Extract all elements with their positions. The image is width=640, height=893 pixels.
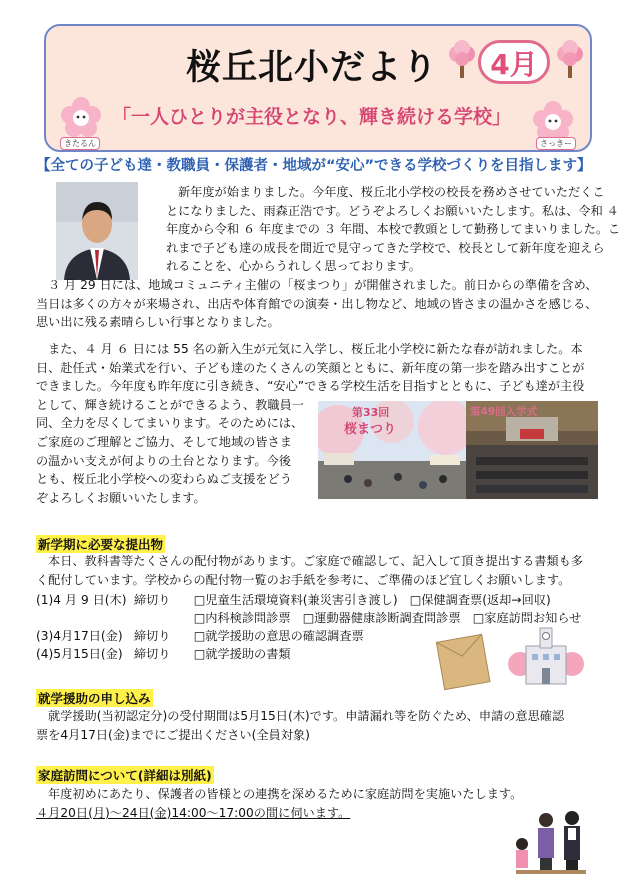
family-visit-icon	[506, 794, 592, 876]
festival-caption-title: 桜まつり	[344, 422, 397, 437]
submission-deadlines	[36, 591, 581, 663]
cherry-tree-icon	[556, 40, 584, 80]
deadline-row: (3)4月17日(金) 締切り □就学援助の意思の確認調査票	[36, 629, 364, 643]
deadline-row: □内科検診問診票 □運動器健康診断調査問診票 □家庭訪問お知らせ	[193, 611, 582, 625]
school-motto: 「一人ひとりが主役となり、輝き続ける学校」	[112, 106, 512, 128]
envelope-icon	[432, 630, 494, 692]
newsletter-title: 桜丘北小だより	[186, 48, 439, 88]
intro-paragraph: 新年度が始まりました。今年度、桜丘北小学校の校長を務めさせていただくこ とになりました、雨森正浩です。どうぞよろしくお願いいたします。私は、令和 ４ 年度から令和 ６ 年度までの ３ 年間、本校で教頭として勤務してまいりました。こ れまで子ども達の成長を間近で見守ってきた学校で、校長として新年度を迎えら れることを、心からうれしく思っております。	[166, 185, 621, 274]
mascot-flower-icon	[60, 96, 102, 140]
cherry-tree-icon	[448, 40, 476, 80]
ceremony-caption: 第49回入学式	[470, 406, 538, 418]
school-building-icon	[508, 620, 584, 692]
month-badge: 4月	[478, 40, 550, 84]
festival-photo	[318, 401, 466, 499]
principal-portrait	[56, 182, 138, 280]
submissions-heading: 新学期に必要な提出物	[38, 537, 164, 552]
school-goal: 【全ての子ども達・教職員・保護者・地域が“安心”できる学校づくりを目指します】	[36, 158, 592, 174]
aid-paragraph: 就学援助(当初認定分)の受付期間は5月15日(木)です。申請漏れ等を防ぐため、申請の意思確認 票を4月17日(金)までにご提出ください(全員対象)	[36, 709, 565, 742]
aid-heading: 就学援助の申し込み	[38, 691, 151, 706]
festival-caption-number: 第33回	[352, 406, 390, 419]
visit-heading: 家庭訪問について(詳細は別紙)	[38, 768, 212, 783]
festival-paragraph: ３ 月 29 日には、地域コミュニティ主催の「桜まつり」が開催されました。前日からの準備を含め、 当日は多くの方々が来場され、出店や体育館での演奏・出し物など、地域の皆さまの温かさを感じる、 思い出に残る素晴らしい行事となりました。	[36, 278, 598, 330]
deadline-row: (1)4 月 9 日(木) 締切り □児童生活環境資料(兼災害引き渡し) □保健調査票(返却→回収)	[36, 593, 551, 607]
submissions-description: 本日、教科書等たくさんの配付物があります。ご家庭で確認して、記入して頂き提出する書類も多 く配付しています。学校からの配付物一覧のお手紙を参考に、ご準備のほど宜しくお願いします。	[36, 554, 584, 587]
deadline-row: (4)5月15日(金) 締切り □就学援助の書類	[36, 647, 291, 661]
visit-schedule: ４月20日(月)～24日(金)14:00～17:00の間に伺います。	[36, 806, 351, 820]
entrance-paragraph: また、４ 月 ６ 日には 55 名の新入生が元気に入学し、桜丘北小学校に新たな春が訪れました。本 日、赴任式・始業式を行い、子ども達のたくさんの笑顔とともに、新年度の第一歩を踏み出すことが できました。今年度も昨年度に引き続き、“安心”できる学校生活を目指すとともに、子ども達が主役 として、輝き続けることができるよう、教職員一 同、全力を尽くしてまいります。そのためには、 ご家庭のご理解とご協力、そして地域の皆さま の温かい支えが何よりの土台となります。今後 とも、桜丘北小学校への変わらぬご支援をどう ぞよろしくお願いいたします。	[36, 342, 585, 505]
mascot-name-right: さっきー	[536, 137, 576, 150]
visit-paragraph: 年度初めにあたり、保護者の皆様との連携を深めるために家庭訪問を実施いたします。	[48, 787, 523, 801]
mascot-name-left: きたるん	[60, 137, 100, 150]
